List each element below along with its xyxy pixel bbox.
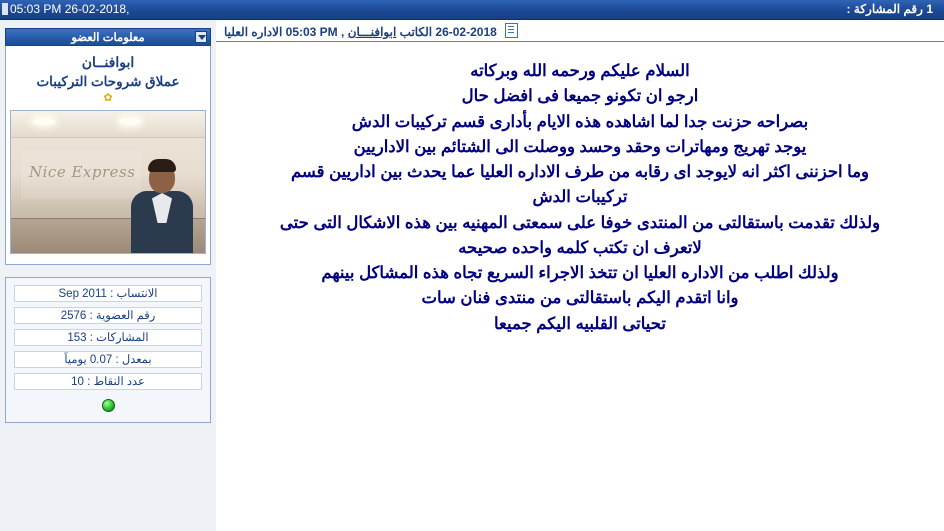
post-number-value: 1 — [926, 2, 933, 16]
document-icon — [505, 23, 518, 38]
online-status-dot — [102, 399, 115, 412]
username-link[interactable]: ابوافنــان — [81, 54, 135, 70]
post-number[interactable] — [847, 2, 936, 16]
post-line: السلام عليكم ورحمه الله وبركاته — [470, 62, 690, 80]
post-line: يوجد تهريج ومهاترات وحقد وحسد ووصلت الى الشتائم بين الاداريين — [353, 137, 807, 156]
user-title: عملاق شروحات التركيبات — [36, 74, 180, 89]
user-info-sidebar — [0, 20, 216, 531]
user-info-header[interactable] — [5, 28, 211, 46]
post-topbar — [0, 0, 944, 20]
post-time: 05:03 PM — [285, 25, 338, 39]
avatar-logo-text: Nice Express — [29, 163, 136, 181]
post-meta — [224, 23, 518, 39]
post-line: وانا اتقدم اليكم باستقالتى من منتدى فنان سات — [421, 289, 739, 308]
post-line: ولذلك اطلب من الاداره العليا ان تتخذ الاجراء السريع تجاه هذه المشاكل بينهم — [321, 264, 839, 283]
avatar-ceiling-light — [33, 118, 55, 125]
post-content-column — [216, 20, 944, 531]
post-forum-section[interactable]: الاداره العليا — [224, 25, 283, 39]
post-line: ارجو ان تكونو جميعا فى افضل حال — [461, 87, 699, 106]
user-info-panel — [5, 46, 211, 265]
stat-points: عدد النقاط : 10 — [14, 373, 202, 390]
user-stats-panel — [5, 277, 211, 423]
stat-posts: المشاركات : 153 — [14, 329, 202, 346]
avatar-person-hair — [148, 159, 176, 172]
user-rank-stars: ✿ — [103, 92, 113, 104]
post-line: تركيبات الدش — [532, 188, 628, 207]
post-author-label: الكاتب — [399, 25, 433, 39]
topbar-corner-mark — [2, 3, 8, 15]
post-timestamp: 05:03 PM 26-02-2018, — [10, 2, 130, 16]
post-body — [216, 42, 944, 336]
stat-member-id: رقم العضوية : 2576 — [14, 307, 202, 324]
stat-posts-per-day: بمعدل : 0.07 يومياً — [14, 351, 202, 368]
stat-join-date: الانتساب : Sep 2011 — [14, 285, 202, 302]
post-number-label: رقم المشاركة : — [846, 2, 923, 16]
post-header — [216, 20, 944, 42]
post-line: لاتعرف ان تكتب كلمه واحده صحيحه — [458, 238, 702, 257]
post-meta-separator: , — [341, 25, 345, 39]
post-line: بصراحه حزنت جدا لما اشاهده هذه الايام بأدارى قسم تركيبات الدش — [351, 112, 809, 131]
chevron-down-icon[interactable] — [195, 31, 207, 43]
avatar-ceiling-light — [119, 118, 141, 125]
post-date: 26-02-2018 — [435, 25, 497, 39]
post-line: ولذلك تقدمت باستقالتى من المنتدى خوفا على سمعتى المهنيه بين هذه الاشكال التى حتى — [279, 213, 881, 232]
post-line: وما احزننى اكثر انه لايوجد اى رقابه من طرف الاداره العليا عما يحدث بين اداريين قسم — [290, 163, 870, 182]
post-line: تحياتى القلبيه اليكم جميعا — [494, 314, 666, 333]
user-info-header-label: معلومات العضو — [71, 32, 145, 44]
avatar[interactable] — [10, 110, 206, 254]
post-author-link[interactable]: ابوافنـــان — [347, 25, 397, 39]
